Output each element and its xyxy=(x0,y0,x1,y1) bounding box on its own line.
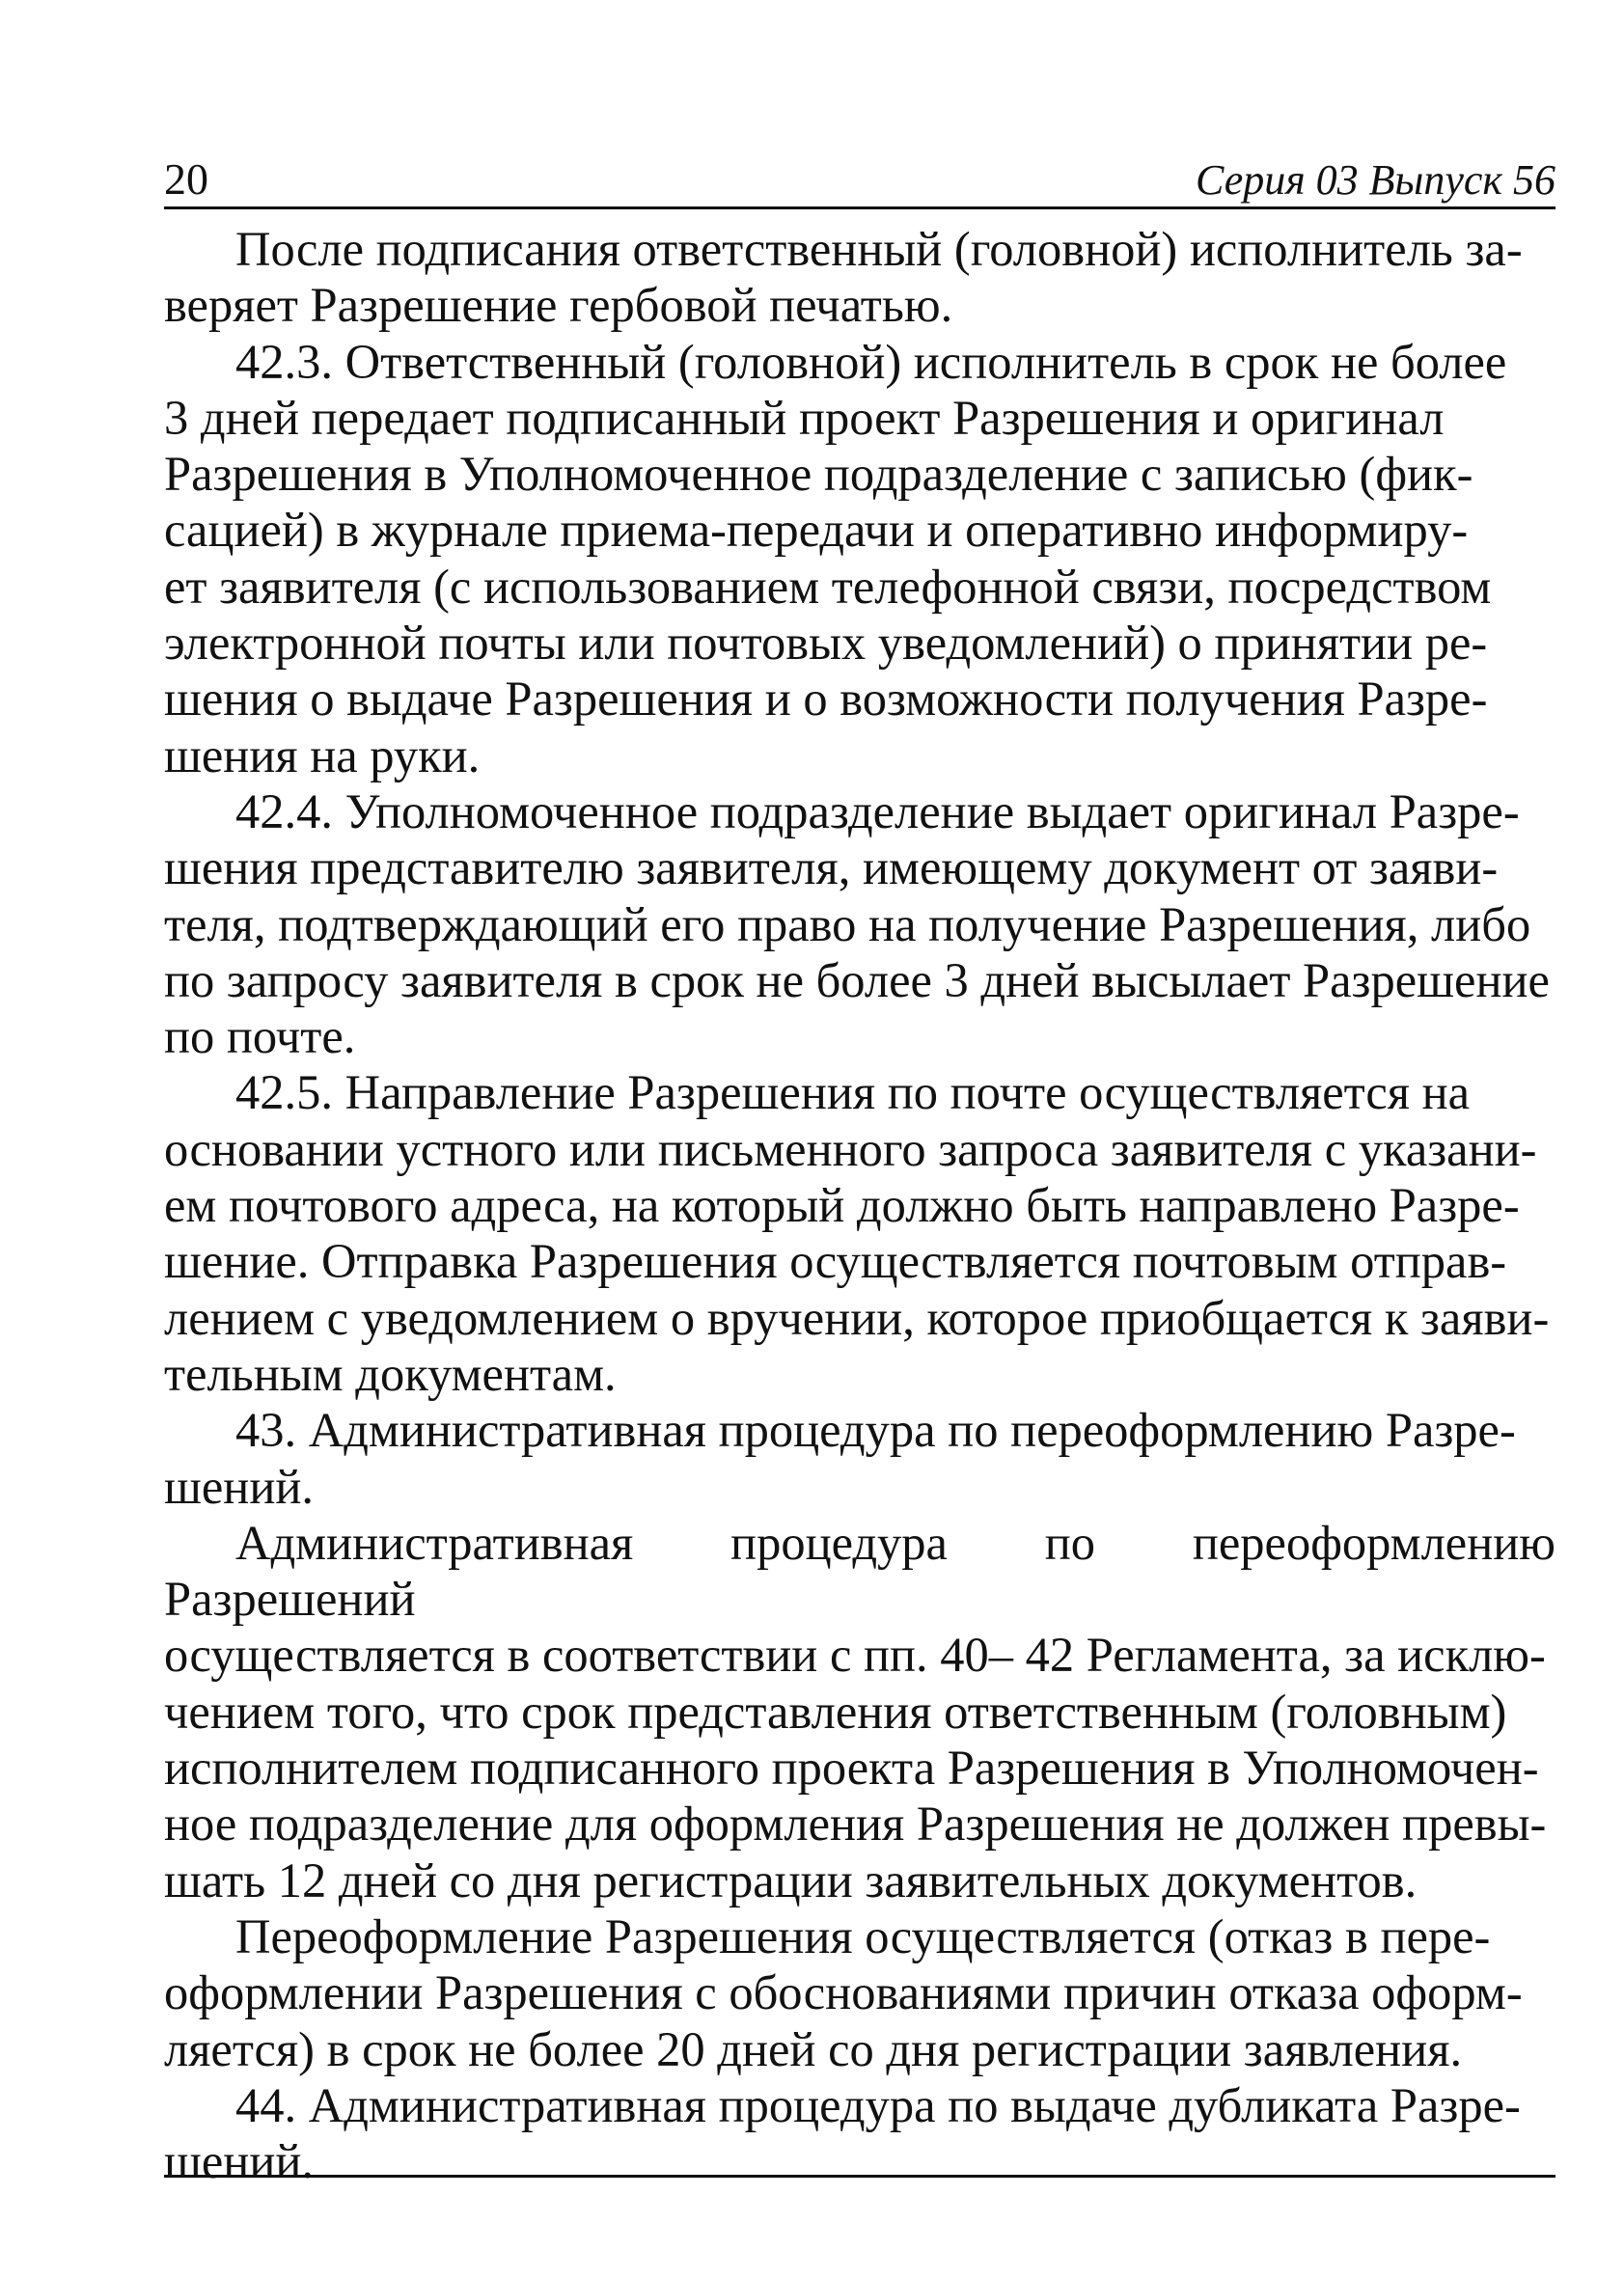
text-line: Разрешения в Уполномоченное подразделение с записью (фик- xyxy=(164,447,1473,502)
text-line: Переоформление Разрешения осуществляется (отказ в пере- xyxy=(235,1908,1491,1963)
bottom-rule xyxy=(164,2175,1555,2178)
text-line: шение. Отправка Разрешения осуществляется почтовым отправ- xyxy=(164,1234,1507,1289)
text-line: шений. xyxy=(164,1459,315,1514)
paragraph xyxy=(164,1908,1555,2077)
text-line: основании устного или письменного запроса заявителя с указани- xyxy=(164,1121,1537,1176)
text-line: шать 12 дней со дня регистрации заявительных документов. xyxy=(164,1853,1418,1907)
text-line: 42.3. Ответственный (головной) исполнитель в срок не более xyxy=(235,334,1507,389)
text-line: шения на руки. xyxy=(164,727,481,782)
text-line: лением с уведомлением о вручении, которое приобщается к заяви- xyxy=(164,1290,1550,1345)
body-text xyxy=(164,221,1555,2189)
text-line: тельным документам. xyxy=(164,1346,617,1401)
paragraph xyxy=(164,1515,1555,1908)
text-line: 42.4. Уполномоченное подразделение выдает оригинал Разре- xyxy=(235,783,1520,838)
text-line: 44. Административная процедура по выдаче дубликата Разре- xyxy=(235,2077,1521,2132)
text-line: ет заявителя (с использованием телефонной связи, посредством xyxy=(164,559,1492,614)
text-line: ное подразделение для оформления Разрешения не должен превы- xyxy=(164,1797,1547,1852)
text-line: осуществляется в соответствии с пп. 40– 42 Регламента, за исклю- xyxy=(164,1628,1546,1683)
paragraph xyxy=(164,1402,1555,1515)
paragraph xyxy=(164,221,1555,334)
text-line: 42.5. Направление Разрешения по почте осуществляется на xyxy=(235,1065,1471,1120)
text-line: шения о выдаче Разрешения и о возможности получения Разре- xyxy=(164,672,1488,727)
page-number: 20 xyxy=(164,154,208,204)
text-line: шения представителю заявителя, имеющему документ от заяви- xyxy=(164,840,1499,895)
text-line: по запросу заявителя в срок не более 3 дней высылает Разрешение xyxy=(164,952,1550,1007)
text-line: веряет Разрешение гербовой печатью. xyxy=(164,278,953,333)
text-line: теля, подтверждающий его право на получение Разрешения, либо xyxy=(164,896,1531,951)
text-line: сацией) в журнале приема-передачи и оперативно информиру- xyxy=(164,503,1469,558)
document-page xyxy=(164,145,1555,2189)
running-header xyxy=(164,145,1555,209)
text-line: 43. Административная процедура по переоформлению Разре- xyxy=(235,1403,1516,1458)
text-line: Административная процедура по переоформлению Разрешений xyxy=(164,1515,1555,1627)
text-line: ляется) в срок не более 20 дней со дня регистрации заявления. xyxy=(164,2021,1463,2076)
paragraph xyxy=(164,1064,1555,1402)
text-line: 3 дней передает подписанный проект Разрешения и оригинал xyxy=(164,390,1445,445)
text-line: чением того, что срок представления ответственным (головным) xyxy=(164,1684,1507,1739)
text-line: по почте. xyxy=(164,1009,356,1064)
text-line: ем почтового адреса, на который должно быть направлено Разре- xyxy=(164,1178,1520,1233)
text-line: шений. xyxy=(164,2134,315,2189)
text-line: После подписания ответственный (головной) исполнитель за- xyxy=(235,222,1523,276)
paragraph xyxy=(164,334,1555,783)
paragraph xyxy=(164,783,1555,1064)
paragraph xyxy=(164,2077,1555,2190)
text-line: исполнителем подписанного проекта Разрешения в Уполномочен- xyxy=(164,1741,1539,1796)
text-line: оформлении Разрешения с обоснованиями причин отказа оформ- xyxy=(164,1965,1523,2020)
text-line: электронной почты или почтовых уведомлений) о принятии ре- xyxy=(164,616,1488,671)
series-title: Серия 03 Выпуск 56 xyxy=(1196,156,1555,204)
